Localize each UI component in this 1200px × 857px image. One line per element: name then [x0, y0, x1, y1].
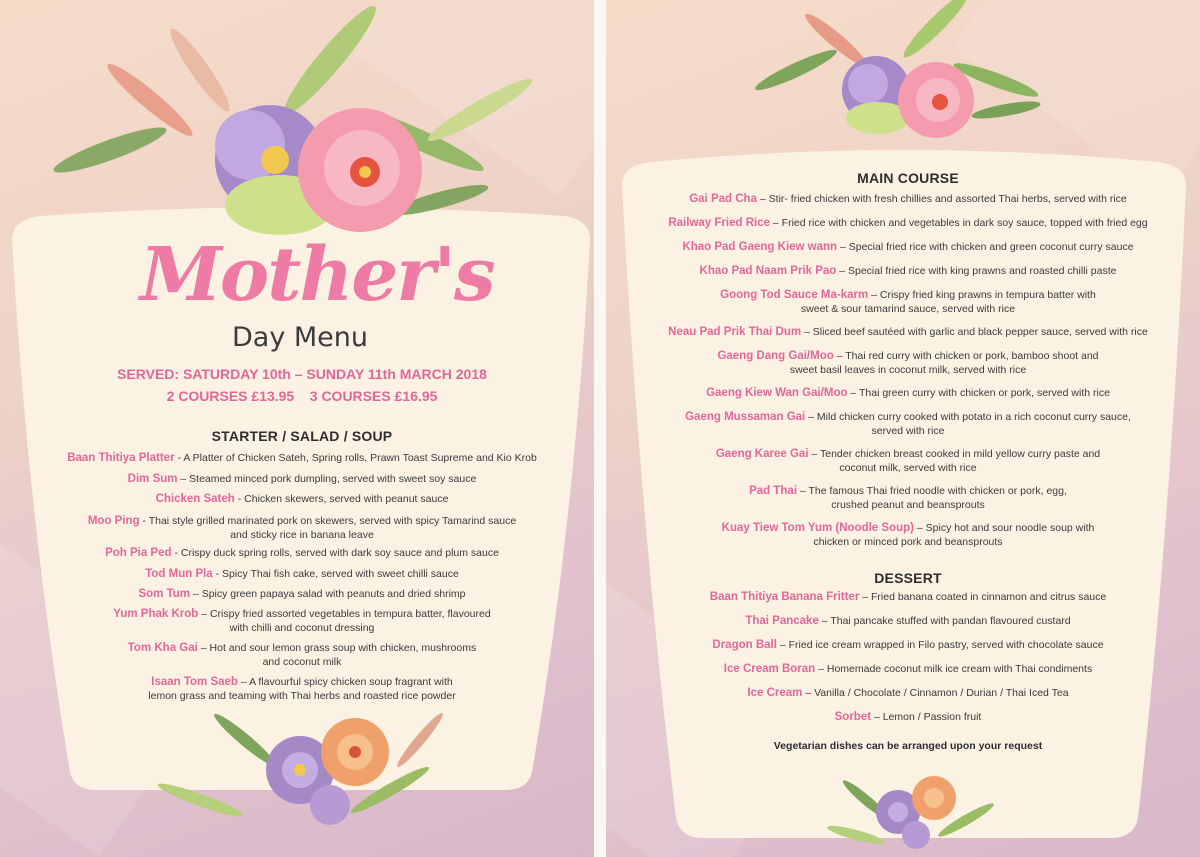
menu-item: [40, 546, 564, 560]
menu-item-description: – Thai green curry with chicken or pork, served with rice: [847, 387, 1110, 399]
menu-item-name: Yum Phak Krob: [113, 608, 199, 620]
menu-item: [646, 638, 1170, 652]
menu-item-description-cont: sweet & sour tamarind sauce, served with rice: [800, 303, 1016, 315]
menu-item-description: – Fried banana coated in cinnamon and citrus sauce: [859, 591, 1107, 603]
menu-item-name: Som Tum: [138, 588, 191, 600]
menu-item: [646, 447, 1170, 475]
menu-item-name: Ice Cream: [747, 687, 803, 699]
menu-item-name: Thai Pancake: [745, 615, 819, 627]
menu-item-description-cont: chicken or minced pork and beansprouts: [813, 536, 1003, 548]
menu-item-description-cont: crushed peanut and beansprouts: [831, 499, 985, 511]
menu-item-description: – Crispy fried king prawns in tempura batter with: [868, 289, 1096, 301]
menu-item-description: – The famous Thai fried noodle with chicken or pork, egg,: [797, 485, 1067, 497]
menu-item-name: Baan Thitiya Platter: [67, 452, 175, 464]
menu-item-description-cont: and coconut milk: [262, 656, 342, 668]
menu-item: [40, 607, 564, 635]
menu-item-description: – Steamed minced pork dumpling, served with sweet soy sauce: [177, 473, 477, 485]
menu-item-name: Railway Fried Rice: [668, 217, 770, 229]
floral-bouquet-top-right: [606, 0, 1200, 160]
menu-item-name: Dragon Ball: [712, 639, 777, 651]
menu-item: [646, 216, 1170, 230]
menu-item: [40, 451, 564, 465]
menu-item-description: - Crispy duck spring rolls, served with dark soy sauce and plum sauce: [171, 547, 499, 559]
menu-item: [646, 264, 1170, 278]
menu-item-name: Khao Pad Naam Prik Pao: [699, 265, 837, 277]
menu-item-name: Gaeng Karee Gai: [715, 448, 809, 460]
menu-item-description: – Spicy green papaya salad with peanuts and dried shrimp: [190, 588, 466, 600]
menu-item-name: Gaeng Kiew Wan Gai/Moo: [706, 387, 848, 399]
menu-item-description: – Fried ice cream wrapped in Filo pastry, served with chocolate sauce: [776, 639, 1104, 651]
menu-item-description: - Chicken skewers, served with peanut sauce: [234, 493, 449, 505]
menu-item-name: Khao Pad Gaeng Kiew wann: [682, 241, 838, 253]
menu-item: [646, 521, 1170, 549]
menu-item: [40, 675, 564, 703]
section-title-dessert: DESSERT: [874, 570, 942, 586]
menu-item-name: Gaeng Dang Gai/Moo: [717, 350, 834, 362]
menu-item-description: – Thai pancake stuffed with pandan flavoured custard: [818, 615, 1071, 627]
floral-bouquet-top-left: [0, 0, 594, 260]
menu-item: [646, 410, 1170, 438]
menu-item-name: Sorbet: [834, 711, 872, 723]
menu-item-description: – Special fried rice with king prawns and roasted chilli paste: [836, 265, 1117, 277]
served-dates: SERVED: SATURDAY 10th – SUNDAY 11th MARCH 2018: [117, 366, 487, 382]
menu-item: [646, 614, 1170, 628]
menu-item-name: Goong Tod Sauce Ma-karm: [720, 289, 869, 301]
menu-item-description: - A Platter of Chicken Sateh, Spring rolls, Prawn Toast Supreme and Kio Krob: [174, 452, 537, 464]
menu-item-description: – Crispy fried assorted vegetables in tempura batter, flavoured: [198, 608, 491, 620]
menu-item-name: Moo Ping: [87, 515, 140, 527]
menu-item: [40, 567, 564, 581]
menu-item-name: Pad Thai: [749, 485, 798, 497]
menu-item-description: – Hot and sour lemon grass soup with chicken, mushrooms: [197, 642, 477, 654]
menu-item-name: Neau Pad Prik Thai Dum: [668, 326, 802, 338]
title-mothers: Mother's: [140, 232, 494, 318]
section-title-main-course: MAIN COURSE: [857, 170, 959, 186]
menu-item-description: – Vanilla / Chocolate / Cinnamon / Durian / Thai Iced Tea: [802, 687, 1069, 699]
menu-item: [646, 349, 1170, 377]
menu-item-description: – Homemade coconut milk ice cream with Thai condiments: [815, 663, 1093, 675]
menu-item: [40, 492, 564, 506]
page-gutter: [594, 0, 606, 857]
menu-item-name: Isaan Tom Saeb: [151, 676, 238, 688]
menu-item-name: Baan Thitiya Banana Fritter: [709, 591, 860, 603]
vegetarian-note: Vegetarian dishes can be arranged upon your request: [773, 740, 1043, 752]
menu-item-description: – Stir- fried chicken with fresh chillies and assorted Thai herbs, served with rice: [756, 193, 1127, 205]
menu-item-name: Poh Pia Ped: [105, 547, 172, 559]
menu-item-description: – Sliced beef sautéed with garlic and black pepper sauce, served with rice: [801, 326, 1148, 338]
menu-item-name: Tom Kha Gai: [127, 642, 198, 654]
title-day-menu: Day Menu: [231, 322, 369, 353]
menu-item-description: – Lemon / Passion fruit: [871, 711, 982, 723]
menu-item: [40, 587, 564, 601]
menu-item-description: - Thai style grilled marinated pork on skewers, served with spicy Tamarind sauce: [139, 515, 517, 527]
menu-item: [646, 662, 1170, 676]
menu-item-name: Gaeng Mussaman Gai: [685, 411, 806, 423]
menu-item: [646, 710, 1170, 724]
price-line: 2 COURSES £13.95 3 COURSES £16.95: [166, 388, 438, 404]
menu-item-description: – A flavourful spicy chicken soup fragrant with: [237, 676, 453, 688]
menu-item: [40, 472, 564, 486]
menu-item-description: – Special fried rice with chicken and green coconut curry sauce: [837, 241, 1134, 253]
menu-item-description-cont: sweet basil leaves in coconut milk, served with rice: [789, 364, 1027, 376]
menu-item-description-cont: coconut milk, served with rice: [839, 462, 977, 474]
menu-item: [646, 325, 1170, 339]
menu-item: [646, 686, 1170, 700]
menu-item-name: Gai Pad Cha: [689, 193, 757, 205]
menu-item: [40, 514, 564, 542]
menu-item-description: – Spicy hot and sour noodle soup with: [913, 522, 1095, 534]
menu-page-left: [0, 0, 594, 857]
menu-page-right: [606, 0, 1200, 857]
menu-item-name: Dim Sum: [127, 473, 178, 485]
menu-item: [646, 240, 1170, 254]
menu-item-name: Tod Mun Pla: [145, 568, 213, 580]
menu-item: [646, 590, 1170, 604]
menu-item: [646, 386, 1170, 400]
menu-item-description: – Mild chicken curry cooked with potato in a rich coconut curry sauce,: [805, 411, 1131, 423]
menu-item: [646, 288, 1170, 316]
menu-item: [646, 192, 1170, 206]
menu-item: [646, 484, 1170, 512]
menu-item-description-cont: served with rice: [871, 425, 945, 437]
menu-item-name: Ice Cream Boran: [723, 663, 816, 675]
menu-item-name: Kuay Tiew Tom Yum (Noodle Soup): [721, 522, 914, 534]
menu-item-description: – Fried rice with chicken and vegetables in dark soy sauce, topped with fried egg: [769, 217, 1148, 229]
menu-item-description: - Spicy Thai fish cake, served with sweet chilli sauce: [212, 568, 459, 580]
menu-item: [40, 641, 564, 669]
menu-item-description-cont: with chilli and coconut dressing: [229, 622, 375, 634]
menu-item-description-cont: and sticky rice in banana leave: [230, 529, 374, 541]
menu-item-description-cont: lemon grass and teaming with Thai herbs and roasted rice powder: [148, 690, 456, 702]
menu-item-name: Chicken Sateh: [155, 493, 235, 505]
menu-item-description: – Tender chicken breast cooked in mild yellow curry paste and: [808, 448, 1101, 460]
section-title-starter: STARTER / SALAD / SOUP: [211, 428, 393, 444]
menu-item-description: – Thai red curry with chicken or pork, bamboo shoot and: [833, 350, 1099, 362]
